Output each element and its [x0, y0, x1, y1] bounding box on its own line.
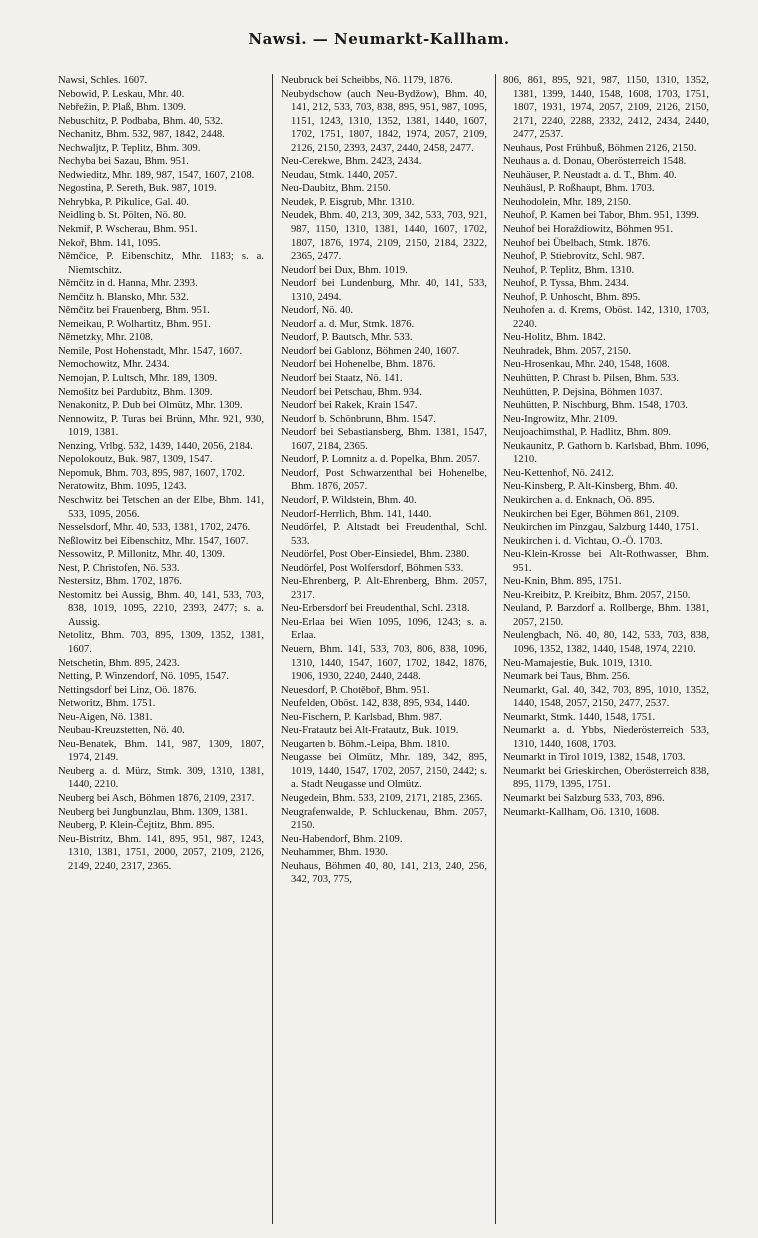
index-entry: Neubau-Kreuzstetten, Nö. 40.	[58, 725, 185, 737]
index-entry: Neudorf a. d. Mur, Stmk. 1876.	[281, 318, 415, 330]
index-entry: Nettingsdorf bei Linz, Oö. 1876.	[58, 684, 197, 696]
index-entry: Nekoř, Bhm. 141, 1095.	[58, 237, 161, 249]
index-entry: Neuhof bei Horaždiowitz, Böhmen 951.	[503, 224, 674, 236]
index-entry: Neudorf bei Lundenburg, Mhr. 40, 141, 533, 1310, 2494.	[281, 278, 487, 303]
index-column-2	[281, 74, 487, 1224]
index-entry: Neudörfel, P. Altstadt bei Freudenthal, Schl. 533.	[281, 522, 487, 547]
index-entry: Neudorf bei Gablonz, Böhmen 240, 1607.	[281, 345, 460, 357]
index-entry: Neudorf bei Petschau, Bhm. 934.	[281, 386, 422, 398]
index-entry: Neudorf, Post Schwarzenthal bei Hohenelbe, Bhm. 1876, 2057.	[281, 467, 487, 493]
index-entry: Neßlowitz bei Eibenschitz, Mhr. 1547, 1607.	[58, 535, 249, 547]
index-entry: Neukirchen im Pinzgau, Salzburg 1440, 1751.	[503, 522, 699, 534]
index-entry: Neu-Mamajestie, Buk. 1019, 1310.	[503, 657, 653, 669]
index-entry: Neudau, Stmk. 1440, 2057.	[281, 169, 398, 181]
index-entry: Neu-Habendorf, Bhm. 2109.	[281, 833, 403, 845]
index-entry: Neu-Holitz, Bhm. 1842.	[503, 332, 606, 344]
index-entry: Neu-Kreibitz, P. Kreibitz, Bhm. 2057, 2150.	[503, 589, 691, 601]
index-entry: Netolitz, Bhm. 703, 895, 1309, 1352, 1381, 1607.	[58, 630, 264, 655]
index-entry: Neumark bei Taus, Bhm. 256.	[503, 671, 631, 683]
index-entry: Neubruck bei Scheibbs, Nö. 1179, 1876.	[281, 75, 453, 86]
index-entry: Neu-Knin, Bhm. 895, 1751.	[503, 576, 622, 588]
index-entry: Neschwitz bei Tetschen an der Elbe, Bhm. 141, 533, 1095, 2056.	[58, 494, 264, 520]
index-column-1	[58, 74, 264, 1224]
index-entry: Neuhof, P. Stiebrovitz, Schl. 987.	[503, 251, 645, 263]
index-entry: Neu-Erlaa bei Wien 1095, 1096, 1243; s. a. Erlaa.	[281, 616, 487, 642]
index-entry: Neudorf bei Rakek, Krain 1547.	[281, 400, 418, 412]
index-entry: Neuberg a. d. Mürz, Stmk. 309, 1310, 1381, 1440, 2210.	[58, 765, 264, 791]
index-entry: Neudorf, Nö. 40.	[281, 305, 354, 317]
index-entry: Neudorf bei Dux, Bhm. 1019.	[281, 264, 408, 276]
index-entry: Nebuschitz, P. Podbaba, Bhm. 40, 532.	[58, 115, 224, 127]
index-entry: Neu-Kettenhof, Nö. 2412.	[503, 467, 614, 479]
index-entry: Nemile, Post Hohenstadt, Mhr. 1547, 1607.	[58, 345, 243, 357]
index-entry: Neuhammer, Bhm. 1930.	[281, 847, 388, 859]
index-entry: Neu-Cerekwe, Bhm. 2423, 2434.	[281, 156, 422, 168]
index-entry: Neratowitz, Bhm. 1095, 1243.	[58, 481, 187, 493]
index-entry: Neu-Fratautz bei Alt-Fratautz, Buk. 1019.	[281, 725, 459, 737]
index-entry: Neudörfel, Post Ober-Einsiedel, Bhm. 2380.	[281, 549, 470, 561]
column-divider	[272, 74, 273, 1224]
index-entry: Neuberg bei Asch, Böhmen 1876, 2109, 2317.	[58, 792, 255, 804]
index-entry: Neudek, Bhm. 40, 213, 309, 342, 533, 703, 921, 987, 1150, 1310, 1381, 1440, 1607, 1702, 1807, 1876, 1974, 2109, 2150, 2184, 2322, 2365, 2477.	[281, 210, 487, 263]
index-entry: Neumarkt bei Grieskirchen, Oberösterreich 838, 895, 1179, 1395, 1751.	[503, 765, 709, 791]
index-entry: Němčitz in d. Hanna, Mhr. 2393.	[58, 278, 198, 290]
index-entry: Neuhäusl, P. Roßhaupt, Bhm. 1703.	[503, 183, 655, 195]
index-entry: Nepolokoutz, Buk. 987, 1309, 1547.	[58, 454, 213, 466]
index-entry: Neumarkt-Kallham, Oö. 1310, 1608.	[503, 806, 660, 818]
index-entry: Neuland, P. Barzdorf a. Rollberge, Bhm. 1381, 2057, 2150.	[503, 603, 709, 628]
index-entry: Neumarkt a. d. Ybbs, Niederösterreich 533, 1310, 1440, 1608, 1703.	[503, 725, 709, 750]
index-entry: Němetzky, Mhr. 2108.	[58, 332, 153, 344]
index-entry: Neudorf-Herrlich, Bhm. 141, 1440.	[281, 508, 432, 520]
index-entry: Neudorf bei Hohenelbe, Bhm. 1876.	[281, 359, 436, 371]
index-entry: Nemochowitz, Mhr. 2434.	[58, 359, 170, 371]
index-entry: Neu-Benatek, Bhm. 141, 987, 1309, 1807, 1974, 2149.	[58, 738, 264, 764]
index-entry: Neuhaus, Böhmen 40, 80, 141, 213, 240, 256, 342, 703, 775,	[281, 860, 487, 886]
index-entry: Nesselsdorf, Mhr. 40, 533, 1381, 1702, 2476.	[58, 522, 251, 534]
index-entry: Neumarkt, Gal. 40, 342, 703, 895, 1010, 1352, 1440, 1548, 2057, 2150, 2477, 2537.	[503, 684, 709, 710]
index-entry: Neuhof bei Übelbach, Stmk. 1876.	[503, 237, 651, 249]
index-entry: Neuhof, P. Teplitz, Bhm. 1310.	[503, 264, 635, 276]
index-entry: Negostina, P. Sereth, Buk. 987, 1019.	[58, 183, 217, 195]
index-entry: Neuesdorf, P. Chotěboř, Bhm. 951.	[281, 684, 430, 696]
index-entry: Neu-Ingrowitz, Mhr. 2109.	[503, 413, 618, 425]
index-entry: Neuberg bei Jungbunzlau, Bhm. 1309, 1381.	[58, 806, 248, 818]
index-entry: Neugarten b. Böhm.-Leipa, Bhm. 1810.	[281, 738, 450, 750]
index-entry: Nest, P. Christofen, Nö. 533.	[58, 562, 180, 574]
index-entry: Neufelden, Oböst. 142, 838, 895, 934, 1440.	[281, 698, 470, 710]
index-entry: Nenakonitz, P. Dub bei Olmütz, Mhr. 1309.	[58, 400, 243, 412]
index-entry: Neu-Daubitz, Bhm. 2150.	[281, 183, 391, 195]
index-entry: Neuhäuser, P. Neustadt a. d. T., Bhm. 40.	[503, 169, 677, 181]
index-entry: Neudörfel, Post Wolfersdorf, Böhmen 533.	[281, 562, 464, 574]
index-entry: Neuhütten, P. Dejsina, Böhmen 1037.	[503, 386, 663, 398]
index-entry: Neukirchen bei Eger, Böhmen 861, 2109.	[503, 508, 680, 520]
index-entry: Neumarkt, Stmk. 1440, 1548, 1751.	[503, 711, 656, 723]
index-entry: Neuhof, P. Kamen bei Tabor, Bhm. 951, 1399.	[503, 210, 700, 222]
index-entry: Nepomuk, Bhm. 703, 895, 987, 1607, 1702.	[58, 467, 245, 479]
index-entry: Neuhradek, Bhm. 2057, 2150.	[503, 345, 631, 357]
column-divider	[495, 74, 496, 1224]
index-entry: Neidling b. St. Pölten, Nö. 80.	[58, 210, 187, 222]
index-entry: Němčitz bei Frauenberg, Bhm. 951.	[58, 305, 210, 317]
index-entry: Neukaunitz, P. Gathorn b. Karlsbad, Bhm. 1096, 1210.	[503, 440, 709, 466]
index-entry: Nechyba bei Sazau, Bhm. 951.	[58, 156, 189, 168]
index-column-3	[503, 74, 709, 1224]
index-entry: Neuhütten, P. Nischburg, Bhm. 1548, 1703.	[503, 400, 688, 412]
index-entry: 806, 861, 895, 921, 987, 1150, 1310, 1352, 1381, 1399, 1440, 1548, 1608, 1703, 1751, 1807, 1931, 1974, 2057, 2109, 2126, 2150, 2171, 2240, 2288, 2332, 2412, 2434, 2440, 2477, 2537.	[503, 75, 709, 141]
index-entry: Neu-Kinsberg, P. Alt-Kinsberg, Bhm. 40.	[503, 481, 678, 493]
page-header: Nawsi. — Neumarkt-Kallham.	[248, 30, 510, 48]
index-entry: Netting, P. Winzendorf, Nö. 1095, 1547.	[58, 671, 229, 683]
index-entry: Neudorf, P. Lomnitz a. d. Popelka, Bhm. 2057.	[281, 454, 480, 466]
index-entry: Neugrafenwalde, P. Schluckenau, Bhm. 2057, 2150.	[281, 806, 487, 832]
index-entry: Neuhaus a. d. Donau, Oberösterreich 1548.	[503, 156, 687, 168]
index-entry: Nehrybka, P. Pikulice, Gal. 40.	[58, 196, 189, 208]
index-entry: Nechanitz, Bhm. 532, 987, 1842, 2448.	[58, 129, 225, 141]
index-entry: Nennowitz, P. Turas bei Brünn, Mhr. 921, 930, 1019, 1381.	[58, 413, 264, 439]
index-entry: Nemčitz h. Blansko, Mhr. 532.	[58, 291, 189, 303]
index-entry: Nekmiř, P. Wscherau, Bhm. 951.	[58, 224, 198, 236]
index-entry: Nemojan, P. Lultsch, Mhr. 189, 1309.	[58, 373, 218, 385]
index-entry: Nebowid, P. Leskau, Mhr. 40.	[58, 88, 185, 100]
index-entry: Neuberg, P. Klein-Čejtitz, Bhm. 895.	[58, 820, 215, 832]
index-entry: Nemošitz bei Pardubitz, Bhm. 1309.	[58, 386, 213, 398]
index-entry: Neuhodolein, Mhr. 189, 2150.	[503, 196, 631, 208]
index-entry: Neubydschow (auch Neu-Bydžow), Bhm. 40, 141, 212, 533, 703, 838, 895, 951, 987, 1095, 1151, 1243, 1310, 1352, 1381, 1440, 1607, 1702, 1751, 1807, 1842, 1974, 2057, 2109, 2126, 2150, 2393, 2437, 2440, 2458, 2477.	[281, 88, 487, 154]
index-entry: Neu-Klein-Krosse bei Alt-Rothwasser, Bhm. 951.	[503, 549, 709, 574]
index-entry: Neu-Ehrenberg, P. Alt-Ehrenberg, Bhm. 2057, 2317.	[281, 576, 487, 601]
index-entry: Networitz, Bhm. 1751.	[58, 698, 156, 710]
index-entry: Nenzing, Vrlbg. 532, 1439, 1440, 2056, 2184.	[58, 440, 253, 452]
index-entry: Neuern, Bhm. 141, 533, 703, 806, 838, 1096, 1310, 1440, 1547, 1607, 1702, 1842, 1876, 1906, 1930, 2240, 2440, 2448.	[281, 643, 487, 683]
index-entry: Neu-Hrosenkau, Mhr. 240, 1548, 1608.	[503, 359, 670, 371]
index-entry: Neukirchen a. d. Enknach, Oö. 895.	[503, 494, 655, 506]
index-entry: Netschetin, Bhm. 895, 2423.	[58, 657, 180, 669]
index-entry: Neuhütten, P. Chrast b. Pilsen, Bhm. 533.	[503, 373, 679, 385]
index-entry: Neuhof, P. Tyssa, Bhm. 2434.	[503, 278, 629, 290]
index-entry: Nemeikau, P. Wolhartitz, Bhm. 951.	[58, 318, 211, 330]
index-entry: Neudorf bei Staatz, Nö. 141.	[281, 373, 403, 385]
index-entry: Neudorf bei Sebastiansberg, Bhm. 1381, 1547, 1607, 2184, 2365.	[281, 427, 487, 452]
index-entry: Neudorf, P. Bautsch, Mhr. 533.	[281, 332, 413, 344]
index-entry: Neugedein, Bhm. 533, 2109, 2171, 2185, 2365.	[281, 792, 483, 804]
index-entry: Nedwieditz, Mhr. 189, 987, 1547, 1607, 2108.	[58, 169, 255, 181]
index-entry: Neuhof, P. Unhoscht, Bhm. 895.	[503, 291, 641, 303]
index-entry: Nestersitz, Bhm. 1702, 1876.	[58, 576, 182, 588]
index-entry: Nechwaljtz, P. Teplitz, Bhm. 309.	[58, 142, 201, 154]
index-entry: Neudorf, P. Wildstein, Bhm. 40.	[281, 494, 417, 506]
index-entry: Neudorf b. Schönbrunn, Bhm. 1547.	[281, 413, 436, 425]
index-entry: Neu-Erbersdorf bei Freudenthal, Schl. 2318.	[281, 603, 470, 615]
index-entry: Neu-Fischern, P. Karlsbad, Bhm. 987.	[281, 711, 442, 723]
index-entry: Neudek, P. Eisgrub, Mhr. 1310.	[281, 196, 415, 208]
index-entry: Nestomitz bei Aussig, Bhm. 40, 141, 533, 703, 838, 1019, 1095, 2210, 2393, 2477; s. a. Aussig.	[58, 589, 264, 628]
index-entry: Němčice, P. Eibenschitz, Mhr. 1183; s. a. Niemtschitz.	[58, 251, 264, 276]
index-entry: Neugasse bei Olmütz, Mhr. 189, 342, 895, 1019, 1440, 1547, 1702, 2057, 2150, 2442; s. a. Stadt Neugasse und Olmütz.	[281, 752, 487, 791]
index-entry: Neumarkt in Tirol 1019, 1382, 1548, 1703.	[503, 752, 686, 764]
index-entry: Neuhaus, Post Frühbuß, Böhmen 2126, 2150.	[503, 142, 697, 154]
index-entry: Neumarkt bei Salzburg 533, 703, 896.	[503, 792, 665, 804]
index-entry: Nessowitz, P. Millonitz, Mhr. 40, 1309.	[58, 549, 225, 561]
index-entry: Nebřežin, P. Plaß, Bhm. 1309.	[58, 102, 186, 114]
index-entry: Neu-Aigen, Nö. 1381.	[58, 711, 153, 723]
index-entry: Neukirchen i. d. Vichtau, O.-Ö. 1703.	[503, 535, 663, 547]
index-entry: Neujoachimsthal, P. Hadlitz, Bhm. 809.	[503, 427, 672, 439]
index-entry: Neulengbach, Nö. 40, 80, 142, 533, 703, 838, 1096, 1352, 1382, 1440, 1548, 1974, 2210.	[503, 630, 709, 655]
index-entry: Nawsi, Schles. 1607.	[58, 75, 148, 86]
index-entry: Neuhofen a. d. Krems, Oböst. 142, 1310, 1703, 2240.	[503, 305, 709, 330]
index-entry: Neu-Bistritz, Bhm. 141, 895, 951, 987, 1243, 1310, 1381, 1751, 2000, 2057, 2109, 2126, 2149, 2240, 2317, 2365.	[58, 833, 264, 872]
